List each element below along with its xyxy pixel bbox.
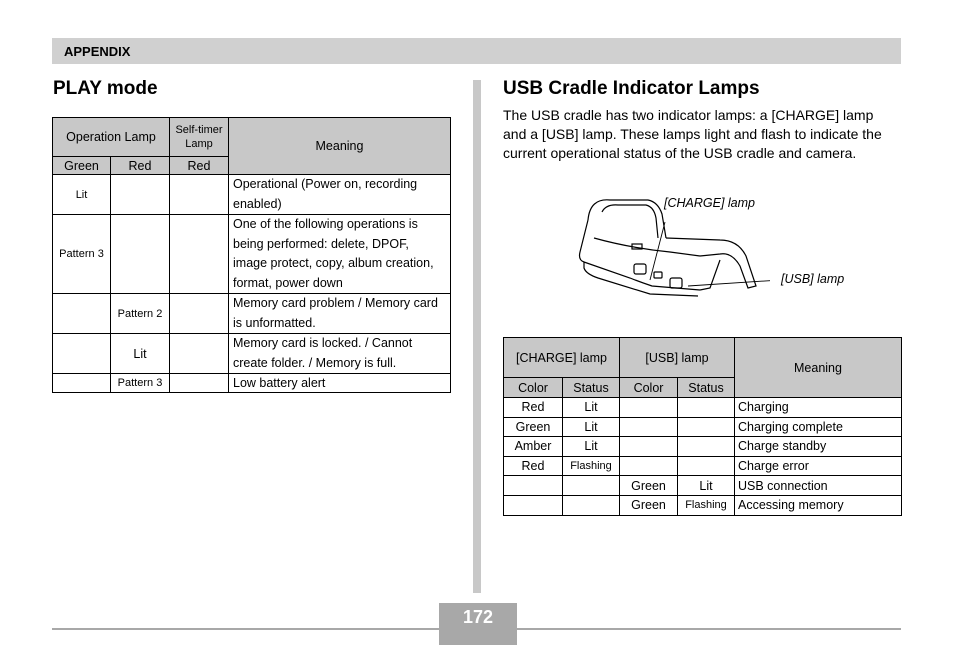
cell-green: Pattern 3 [53,215,111,294]
cell-self-timer [170,175,229,215]
cell-meaning: Low battery alert [229,374,451,393]
header-operation-lamp: Operation Lamp [53,118,170,157]
table-row [53,294,451,334]
cell-charge-status: Flashing [563,456,620,476]
cell-usb-color [620,417,678,437]
cell-charge-color: Red [504,398,563,418]
header-self-timer-lamp: Self-timer Lamp [170,118,229,157]
cell-usb-color [620,398,678,418]
usb-cradle-title: USB Cradle Indicator Lamps [503,78,760,99]
header-usb-lamp: [USB] lamp [620,338,735,378]
header-bar [52,38,901,64]
page-number-box [439,603,517,645]
header-charge-lamp: [CHARGE] lamp [504,338,620,378]
cell-red: Pattern 3 [111,374,170,393]
table-row [504,456,902,476]
cell-meaning: Accessing memory [735,495,902,515]
cell-charge-color [504,495,563,515]
cell-usb-status: Lit [678,476,735,496]
cell-meaning: Charge standby [735,437,902,457]
cell-usb-status [678,398,735,418]
column-divider [473,80,481,593]
cell-charge-color [504,476,563,496]
header-red: Red [111,157,170,175]
cell-charge-status [563,495,620,515]
play-mode-title: PLAY mode [53,78,158,99]
header-color: Color [504,378,563,398]
section-label: APPENDIX [64,44,131,59]
cell-self-timer [170,334,229,374]
cell-charge-color: Red [504,456,563,476]
table-row [504,476,902,496]
table-row [504,398,902,418]
cell-green [53,374,111,393]
cell-meaning: Operational (Power on, recording enabled) [229,175,451,215]
cell-self-timer [170,215,229,294]
table-row [53,215,451,294]
usb-lamp-caption: [USB] lamp [781,272,845,286]
cell-meaning: One of the following operations is being performed: delete, DPOF, image protect, copy, album creation, format, power down [229,215,451,294]
cell-usb-color: Green [620,476,678,496]
cell-charge-color: Amber [504,437,563,457]
page-number: 172 [462,607,494,627]
cell-usb-color [620,437,678,457]
cell-red [111,215,170,294]
table-row [53,334,451,374]
cell-green: Lit [53,175,111,215]
header-status: Status [678,378,735,398]
table-row [53,175,451,215]
cell-meaning: Memory card problem / Memory card is unformatted. [229,294,451,334]
cell-usb-color [620,456,678,476]
cell-usb-status [678,417,735,437]
table-row [504,417,902,437]
cell-charge-status: Lit [563,398,620,418]
cell-green [53,294,111,334]
table-row [53,374,451,393]
cell-usb-color: Green [620,495,678,515]
usb-lamp-table [503,337,902,516]
cell-self-timer [170,374,229,393]
usb-lamp-pointer [688,280,770,286]
table-row [504,495,902,515]
header-meaning: Meaning [229,118,451,175]
cell-charge-status: Lit [563,437,620,457]
cell-charge-status: Lit [563,417,620,437]
table-row [504,437,902,457]
header-meaning: Meaning [735,338,902,398]
cell-red: Pattern 2 [111,294,170,334]
cell-meaning: Charging [735,398,902,418]
play-mode-table [52,117,451,393]
header-color: Color [620,378,678,398]
header-red-selftimer: Red [170,157,229,175]
cell-self-timer [170,294,229,334]
cell-usb-status [678,437,735,457]
cell-green [53,334,111,374]
cell-red: Lit [111,334,170,374]
usb-cradle-intro: The USB cradle has two indicator lamps: a [CHARGE] lamp and a [USB] lamp. These lamps light and flash to indicate the current operational status of the USB cradle and camera. [503,107,882,161]
cell-charge-color: Green [504,417,563,437]
cell-meaning: Charge error [735,456,902,476]
header-green: Green [53,157,111,175]
header-status: Status [563,378,620,398]
cell-meaning: Charging complete [735,417,902,437]
cell-usb-status [678,456,735,476]
cell-meaning: USB connection [735,476,902,496]
charge-lamp-caption: [CHARGE] lamp [664,196,755,210]
cell-usb-status: Flashing [678,495,735,515]
cell-red [111,175,170,215]
cell-charge-status [563,476,620,496]
cell-meaning: Memory card is locked. / Cannot create folder. / Memory is full. [229,334,451,374]
